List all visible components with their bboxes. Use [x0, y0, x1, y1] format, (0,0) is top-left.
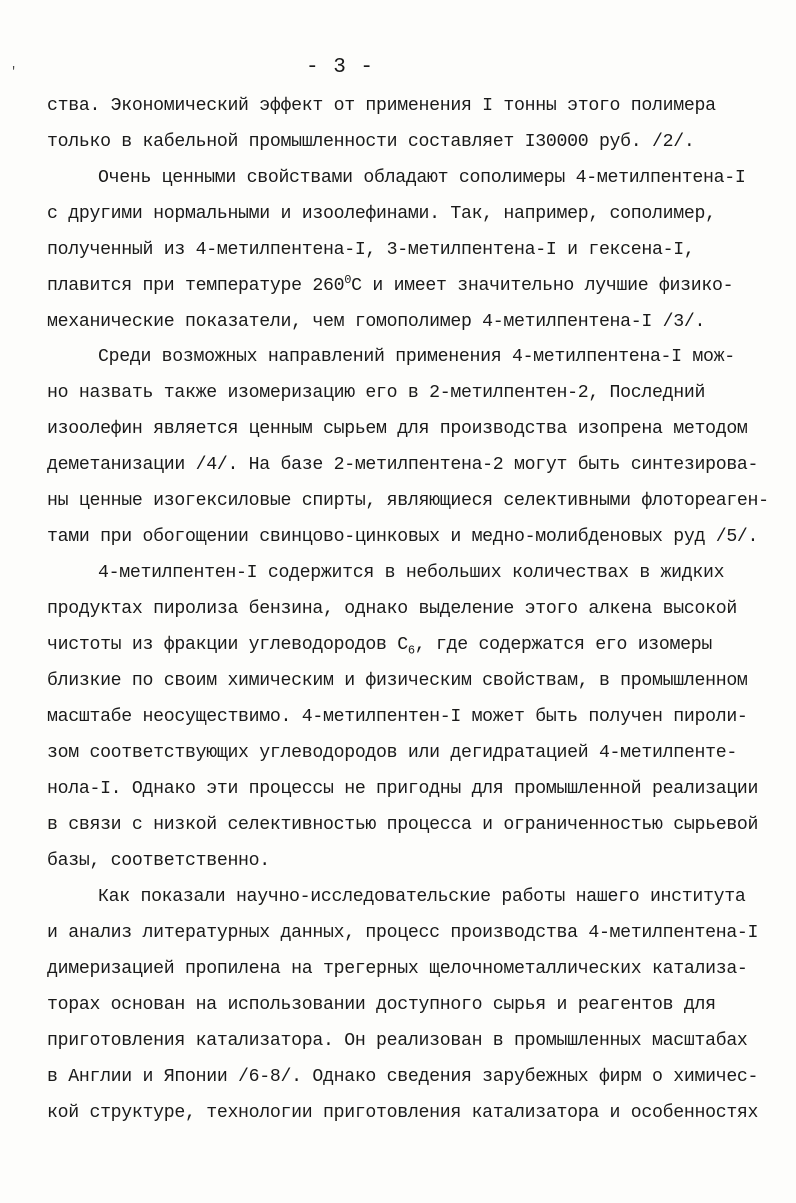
text-segment: плавится при температуре 260 [47, 276, 345, 296]
text-line: с другими нормальными и изоолефинами. Так, например, сополимер, [47, 204, 716, 224]
superscript: 0 [344, 272, 352, 287]
text-line: масштабе неосуществимо. 4-метилпентен-I может быть получен пироли- [47, 707, 748, 727]
stray-mark: ' [10, 65, 18, 79]
paragraph-first-line: Как показали научно-исследовательские работы нашего института [98, 887, 746, 907]
text-line-with-superscript [47, 272, 767, 297]
text-line: приготовления катализатора. Он реализован в промышленных масштабах [47, 1031, 748, 1051]
subscript: 6 [407, 643, 415, 658]
text-line: деметанизации /4/. На базе 2-метилпентена-2 могут быть синтезирова- [47, 455, 759, 475]
text-line: но назвать также изомеризацию его в 2-метилпентен-2, Последний [47, 383, 706, 403]
text-line: и анализ литературных данных, процесс производства 4-метилпентена-I [47, 923, 759, 943]
paragraph-first-line: 4-метилпентен-I содержится в небольших количествах в жидких [98, 563, 725, 583]
paragraph-first-line: Среди возможных направлений применения 4-метилпентена-I мож- [98, 347, 735, 367]
text-line: в Англии и Японии /6-8/. Однако сведения зарубежных фирм о химичес- [47, 1067, 759, 1087]
text-line: полученный из 4-метилпентена-I, 3-метилпентена-I и гексена-I, [47, 240, 695, 260]
text-line: в связи с низкой селективностью процесса и ограниченностью сырьевой [47, 815, 759, 835]
text-line: изоолефин является ценным сырьем для производства изопрена методом [47, 419, 748, 439]
text-line: кой структуре, технологии приготовления катализатора и особенностях [47, 1103, 759, 1123]
text-line: нола-I. Однако эти процессы не пригодны для промышленной реализации [47, 779, 759, 799]
text-line: торах основан на использовании доступного сырья и реагентов для [47, 995, 716, 1015]
paragraph-first-line: Очень ценными свойствами обладают сополимеры 4-метилпентена-I [98, 168, 746, 188]
text-line: только в кабельной промышленности составляет I30000 руб. /2/. [47, 132, 695, 152]
text-segment: , где содержатся его изомеры [414, 635, 712, 655]
text-line: ны ценные изогексиловые спирты, являющиеся селективными флотореаген- [47, 491, 769, 511]
text-line: тами при обогощении свинцово-цинковых и медно-молибденовых руд /5/. [47, 527, 759, 547]
text-segment: С и имеет значительно лучшие физико- [351, 276, 734, 296]
text-segment: чистоты из фракции углеводородов С [47, 635, 408, 655]
page-number: - 3 - [305, 56, 374, 79]
text-line: ства. Экономический эффект от применения I тонны этого полимера [47, 96, 716, 116]
text-line: зом соответствующих углеводородов или дегидратацией 4-метилпенте- [47, 743, 737, 763]
text-line: продуктах пиролиза бензина, однако выделение этого алкена высокой [47, 599, 737, 619]
text-line-with-subscript [47, 634, 767, 656]
text-line: близкие по своим химическим и физическим свойствам, в промышленном [47, 671, 748, 691]
text-line: базы, соответственно. [47, 851, 270, 871]
text-line: механические показатели, чем гомополимер 4-метилпентена-I /3/. [47, 312, 706, 332]
text-line: димеризацией пропилена на трегерных щелочнометаллических катализа- [47, 959, 748, 979]
